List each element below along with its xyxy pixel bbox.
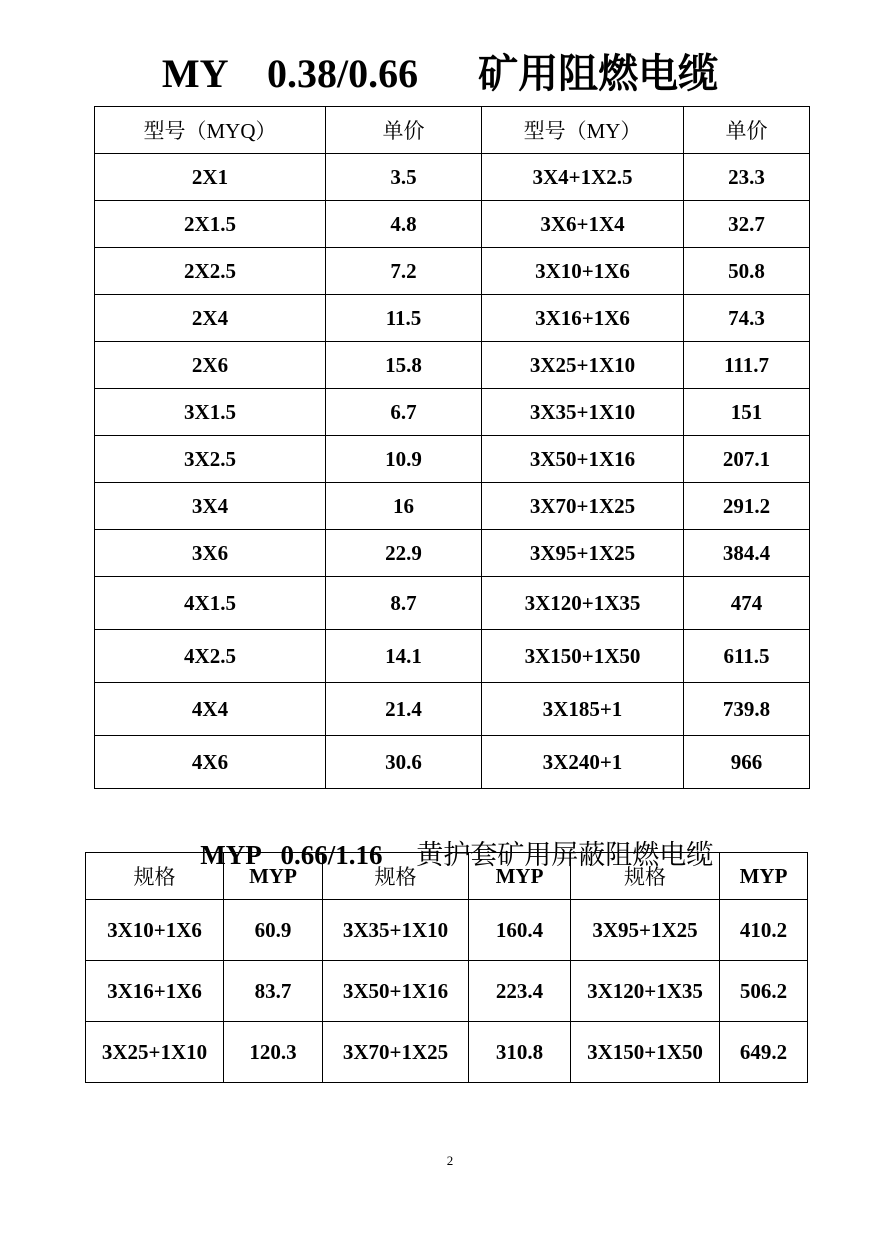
table-cell: 3X16+1X6 [482, 295, 684, 342]
column-header: MYP [224, 853, 323, 900]
table-cell: 4X6 [95, 736, 326, 789]
table-cell: 3X95+1X25 [482, 530, 684, 577]
table-cell: 30.6 [326, 736, 482, 789]
table-cell: 3X150+1X50 [482, 630, 684, 683]
table-cell: 111.7 [684, 342, 810, 389]
table-cell: 2X1.5 [95, 201, 326, 248]
table-cell: 120.3 [224, 1022, 323, 1083]
table-row [95, 248, 810, 295]
column-header: 型号（MY） [482, 107, 684, 154]
table-header-row [86, 853, 808, 900]
column-header: MYP [469, 853, 571, 900]
column-header: 规格 [323, 853, 469, 900]
myp-cable-price-table [85, 852, 808, 1083]
table-cell: 739.8 [684, 683, 810, 736]
table-cell: 15.8 [326, 342, 482, 389]
column-header: 单价 [684, 107, 810, 154]
table-row [86, 900, 808, 961]
table-cell: 207.1 [684, 436, 810, 483]
table-cell: 3X70+1X25 [482, 483, 684, 530]
table-cell: 410.2 [720, 900, 808, 961]
table-cell: 3X10+1X6 [86, 900, 224, 961]
table-row [95, 389, 810, 436]
table-row [95, 577, 810, 630]
table-cell: 3X50+1X16 [323, 961, 469, 1022]
section-title [0, 786, 880, 870]
table-header-row [95, 107, 810, 154]
page-title: MY 0.38/0.66 矿用阻燃电缆 [161, 51, 719, 96]
table-cell: 32.7 [684, 201, 810, 248]
column-header: 单价 [326, 107, 482, 154]
table-row [95, 295, 810, 342]
table-row [95, 483, 810, 530]
table-cell: 3.5 [326, 154, 482, 201]
table-cell: 4.8 [326, 201, 482, 248]
table-row [95, 630, 810, 683]
table-cell: 3X185+1 [482, 683, 684, 736]
column-header: 规格 [571, 853, 720, 900]
table-cell: 966 [684, 736, 810, 789]
table-cell: 160.4 [469, 900, 571, 961]
table-cell: 223.4 [469, 961, 571, 1022]
table-cell: 3X150+1X50 [571, 1022, 720, 1083]
table-cell: 3X6+1X4 [482, 201, 684, 248]
table-cell: 3X240+1 [482, 736, 684, 789]
table-cell: 3X1.5 [95, 389, 326, 436]
table-cell: 10.9 [326, 436, 482, 483]
table-cell: 16 [326, 483, 482, 530]
table-cell: 4X2.5 [95, 630, 326, 683]
column-header: 规格 [86, 853, 224, 900]
table-cell: 23.3 [684, 154, 810, 201]
column-header: MYP [720, 853, 808, 900]
table-cell: 3X95+1X25 [571, 900, 720, 961]
table-cell: 3X120+1X35 [571, 961, 720, 1022]
table-cell: 3X6 [95, 530, 326, 577]
table-cell: 3X16+1X6 [86, 961, 224, 1022]
table-cell: 6.7 [326, 389, 482, 436]
table-row [95, 436, 810, 483]
table-cell: 506.2 [720, 961, 808, 1022]
table-row [95, 736, 810, 789]
table-cell: 3X35+1X10 [482, 389, 684, 436]
table-cell: 2X6 [95, 342, 326, 389]
table-cell: 60.9 [224, 900, 323, 961]
table-cell: 8.7 [326, 577, 482, 630]
table-cell: 3X4+1X2.5 [482, 154, 684, 201]
table-cell: 310.8 [469, 1022, 571, 1083]
table-cell: 7.2 [326, 248, 482, 295]
section-title-name: 黄护套矿用屏蔽阻燃电缆 [416, 840, 714, 870]
table-row [95, 154, 810, 201]
table-cell: 22.9 [326, 530, 482, 577]
table-row [86, 961, 808, 1022]
table-cell: 3X25+1X10 [86, 1022, 224, 1083]
table-cell: 3X2.5 [95, 436, 326, 483]
table-cell: 3X35+1X10 [323, 900, 469, 961]
table-cell: 3X10+1X6 [482, 248, 684, 295]
table-cell: 3X4 [95, 483, 326, 530]
table-cell: 3X70+1X25 [323, 1022, 469, 1083]
table-cell: 4X1.5 [95, 577, 326, 630]
table-cell: 21.4 [326, 683, 482, 736]
table-cell: 2X2.5 [95, 248, 326, 295]
table-cell: 11.5 [326, 295, 482, 342]
table-row [95, 201, 810, 248]
table-cell: 151 [684, 389, 810, 436]
column-header: 型号（MYQ） [95, 107, 326, 154]
table-cell: 384.4 [684, 530, 810, 577]
table-cell: 2X4 [95, 295, 326, 342]
table-cell: 649.2 [720, 1022, 808, 1083]
table-cell: 74.3 [684, 295, 810, 342]
table-row [95, 683, 810, 736]
page-number: 2 [446, 1153, 454, 1168]
table-cell: 291.2 [684, 483, 810, 530]
my-cable-price-table [94, 106, 810, 789]
table-cell: 3X25+1X10 [482, 342, 684, 389]
table-cell: 14.1 [326, 630, 482, 683]
table-cell: 474 [684, 577, 810, 630]
table-cell: 3X120+1X35 [482, 577, 684, 630]
table-row [95, 342, 810, 389]
table-cell: 50.8 [684, 248, 810, 295]
table-row [86, 1022, 808, 1083]
section-title-model: MYP 0.66/1.16 [200, 840, 417, 870]
table-cell: 83.7 [224, 961, 323, 1022]
table-cell: 4X4 [95, 683, 326, 736]
table-cell: 611.5 [684, 630, 810, 683]
table-cell: 2X1 [95, 154, 326, 201]
table-row [95, 530, 810, 577]
table-cell: 3X50+1X16 [482, 436, 684, 483]
